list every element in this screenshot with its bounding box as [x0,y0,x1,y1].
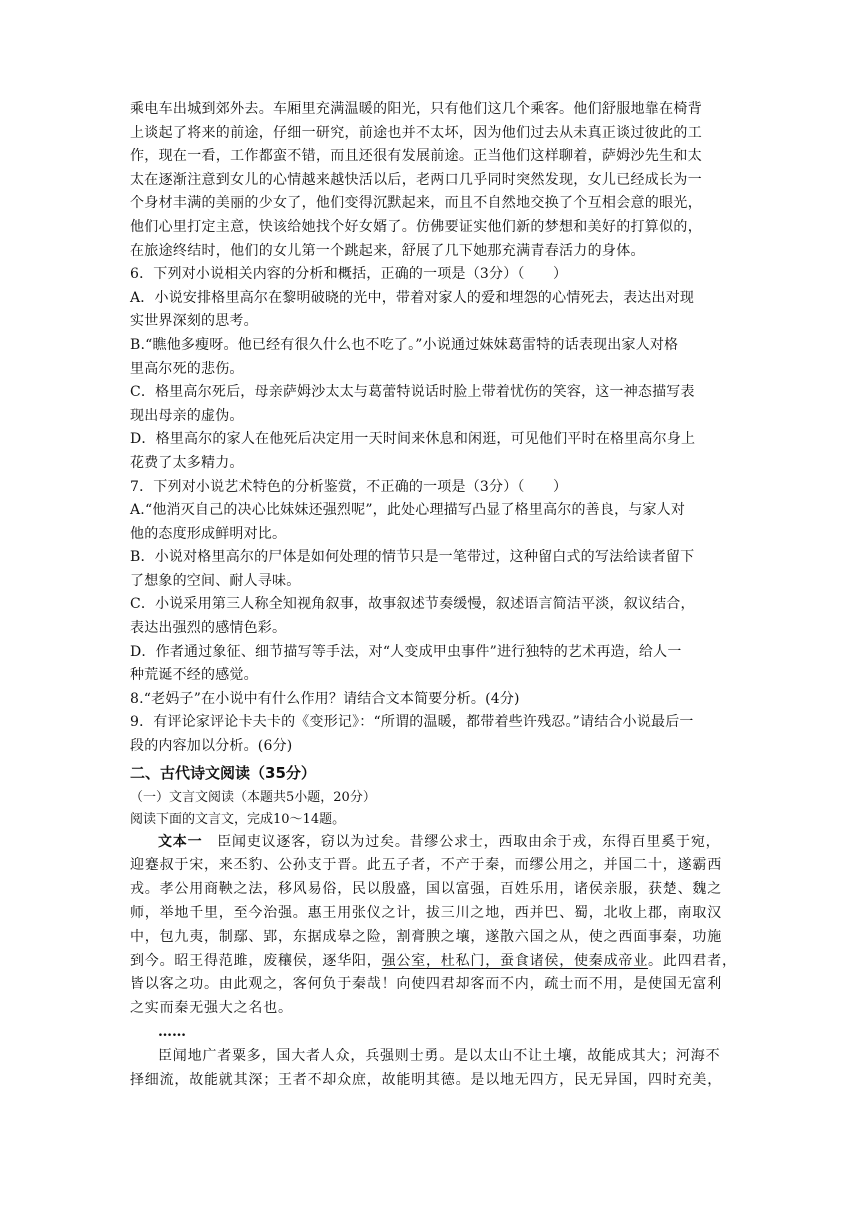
text1-line: 之实而秦无强大之名也。 [130,1000,293,1017]
text1-first-line [130,831,742,855]
question-7-option-a: A.“他消灭自己的决心比妹妹还强烈呢”，此处心理描写凸显了格里高尔的善良，与家人对 [130,502,686,519]
question-7-option-b-cont: 了想象的空间、耐人寻味。 [130,572,301,589]
text1-line: 师，举地千里，至今治强。惠王用张仪之计，拔三川之地，西并巴、蜀，北收上郡，南取汉 [130,905,722,922]
passage-line: 他们心里打定主意，快该给她找个好女婿了。仿佛要证实他们新的梦想和美好的打算似的， [130,218,702,235]
question-7-stem: 7．下列对小说艺术特色的分析鉴赏，不正确的一项是（3分）（ ） [130,478,568,495]
question-7-option-c-cont: 表达出强烈的感情色彩。 [130,620,287,637]
text1-line: 皆以客之功。由此观之，客何负于秦哉！向使四君却客而不内，疏士而不用，是使国无富利 [130,976,722,993]
text1-label: 文本一 [158,833,203,850]
text1-segment: 。此四君者， [648,952,737,969]
question-7-option-b: B．小说对格里高尔的尸体是如何处理的情节只是一笔带过，这种留白式的写法给读者留下 [130,549,695,566]
underlined-sentence: 强公室，杜私门，蚕食诸侯，使秦成帝业 [381,952,649,969]
text1-line: 臣闻吏议逐客，窃以为过矣。昔缪公求士，西取由余于戎，东得百里奚于宛， [217,833,721,850]
text1-para2-line: 臣闻地广者粟多，国大者人众，兵强则士勇。是以太山不让土壤，故能成其大；河海不 [158,1047,721,1064]
question-6-option-c: C．格里高尔死后，母亲萨姆沙太太与葛蕾特说话时脸上带着忧伤的笑容，这一神态描写表 [130,384,695,401]
text1-line: 迎蹇叔于宋，来丕豹、公孙支于晋。此五子者，不产于秦，而缪公用之，并国二十，遂霸西 [130,857,722,874]
text1-line: 中，包九夷，制鄢、郢，东据成皋之险，割膏腴之壤，遂散六国之从，使之西面事秦，功施 [130,928,722,945]
question-9-cont: 段的内容加以分析。(6分) [130,738,293,755]
question-6-option-d: D．格里高尔的家人在他死后决定用一天时间来休息和闲逛，可见他们平时在格里高尔身上 [130,431,696,448]
question-6-stem: 6．下列对小说相关内容的分析和概括，正确的一项是（3分）（ ） [130,266,568,283]
passage-line: 太在逐渐注意到女儿的心情越来越快活以后，老两口几乎同时突然发现，女儿已经成长为一 [130,171,702,188]
question-7-option-d-cont: 种荒诞不经的感觉。 [130,667,258,684]
question-8: 8.“老妈子”在小说中有什么作用？请结合文本简要分析。(4分) [130,690,520,707]
section-heading: 二、古代诗文阅读（35分） [130,763,316,782]
question-6-option-a: A．小说安排格里高尔在黎明破晓的光中，带着对家人的爱和埋怨的心情死去，表达出对现 [130,289,695,306]
question-7-option-c: C．小说采用第三人称全知视角叙事，故事叙述节奏缓慢，叙述语言简洁平淡，叙议结合， [130,596,695,613]
text1-underlined-line [130,950,742,974]
text1-para2-line: 择细流，故能就其深；王者不却众庶，故能明其德。是以地无四方，民无异国，四时充美， [130,1071,722,1088]
question-6-option-d-cont: 花费了太多精力。 [130,454,244,471]
question-list [130,263,742,758]
passage-line: 乘电车出城到郊外去。车厢里充满温暖的阳光，只有他们这几个乘客。他们舒服地靠在椅背 [130,101,702,117]
ellipsis: …… [158,1024,186,1040]
question-7-option-a-cont: 他的态度形成鲜明对比。 [130,525,287,542]
question-6-option-b: B.“瞧他多瘦呀。他已经有很久什么也不吃了。”小说通过妹妹葛雷特的话表现出家人对格 [130,336,679,353]
question-6-option-a-cont: 实世界深刻的思考。 [130,313,258,330]
passage-line: 作，现在一看，工作都蛮不错，而且还很有发展前途。正当他们这样聊着，萨姆沙先生和太 [130,148,702,165]
subsection-heading: （一）文言文阅读（本题共5小题，20分） [130,789,376,805]
text1-segment: 到今。昭王得范雎，废穰侯，逐华阳， [130,952,382,969]
reading-instruction: 阅读下面的文言文，完成10～14题。 [130,811,346,827]
question-7-option-d: D．作者通过象征、细节描写等手法，对“人变成甲虫事件”进行独特的艺术再造，给人一 [130,643,682,660]
text1-line: 戎。孝公用商鞅之法，移风易俗，民以殷盛，国以富强，百姓乐用，诸侯亲服，获楚、魏之 [130,881,722,898]
passage-continuation [130,98,742,263]
question-6-option-b-cont: 里高尔死的悲伤。 [130,360,244,377]
question-6-option-c-cont: 现出母亲的虚伪。 [130,407,244,424]
classical-text-1 [130,831,742,1093]
passage-line: 上谈起了将来的前途，仔细一研究，前途也并不太坏，因为他们过去从未真正谈过彼此的工 [130,124,702,141]
question-9: 9．有评论家评论卡夫卡的《变形记》：“所谓的温暖，都带着些许残忍。”请结合小说最后一 [130,714,694,731]
passage-line: 个身材丰满的美丽的少女了，他们变得沉默起来，而且不自然地交换了个互相会意的眼光， [130,195,702,212]
passage-line: 在旅途终结时，他们的女儿第一个跳起来，舒展了几下她那充满青春活力的身体。 [130,242,645,259]
